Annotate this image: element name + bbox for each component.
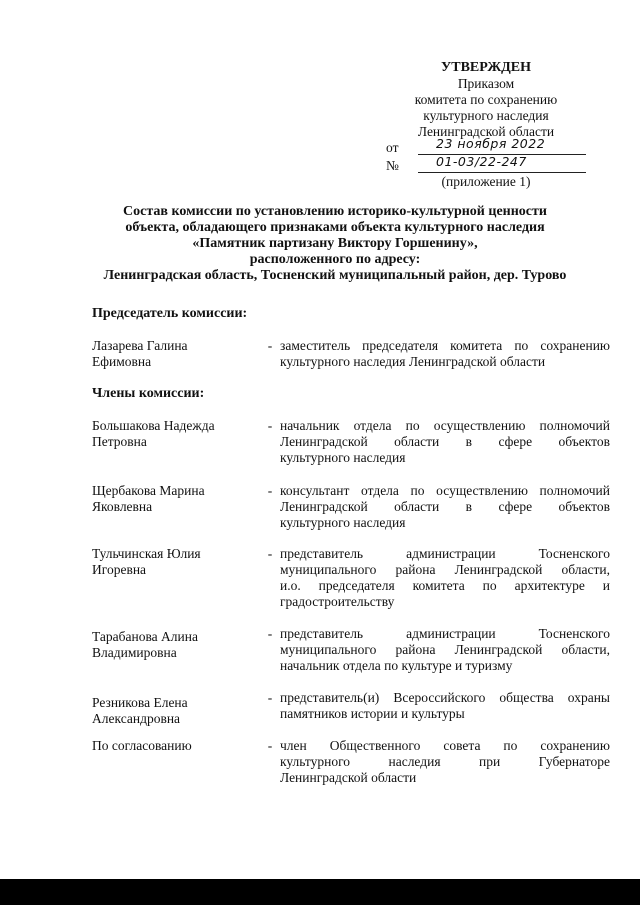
role-line: муниципального района Ленинградской области, — [280, 642, 610, 657]
order-number-line — [386, 154, 586, 174]
name-line: Большакова Надежда — [92, 418, 215, 433]
member-role — [280, 690, 610, 722]
separator-dash: - — [267, 483, 273, 498]
role-line: и.о. председателя комитета по архитектуре и — [280, 578, 610, 593]
role-line: представитель администрации Тосненского — [280, 546, 610, 561]
role-line: консультант отдела по осуществлению полномочий — [280, 483, 610, 498]
order-number-label: № — [386, 158, 399, 173]
role-line: культурного наследия — [280, 515, 406, 530]
approval-line: комитета по сохранению — [414, 92, 558, 107]
approval-line: Приказом — [457, 76, 515, 91]
heading-line: объекта, обладающего признаками объекта культурного наследия — [125, 220, 545, 235]
heading-line: «Памятник партизану Виктору Горшенину», — [192, 236, 478, 251]
chairman-section-title: Председатель комиссии: — [92, 306, 248, 321]
member-name — [92, 418, 262, 450]
approval-block — [386, 60, 586, 189]
member-role — [280, 338, 610, 370]
separator-dash: - — [267, 626, 273, 641]
member-role — [280, 738, 610, 786]
approval-title: УТВЕРЖДЕН — [440, 60, 532, 75]
name-line: Ефимовна — [92, 354, 152, 369]
order-date-field — [418, 136, 586, 155]
member-name — [92, 738, 262, 754]
member-role — [280, 483, 610, 531]
appendix-note: (приложение 1) — [441, 174, 531, 189]
member-name — [92, 629, 262, 661]
role-line: представитель(и) Всероссийского общества охраны — [280, 690, 610, 705]
role-line: начальник отдела по культуре и туризму — [280, 658, 513, 673]
document-heading — [80, 204, 590, 284]
role-line: представитель администрации Тосненского — [280, 626, 610, 641]
separator-dash: - — [267, 418, 273, 433]
member-role — [280, 418, 610, 466]
role-line: член Общественного совета по сохранению — [280, 738, 610, 753]
name-line: Игоревна — [92, 562, 147, 577]
name-line: Лазарева Галина — [92, 338, 188, 353]
role-line: культурного наследия — [280, 450, 406, 465]
role-line: муниципального района Ленинградской области, — [280, 562, 610, 577]
member-name — [92, 483, 262, 515]
heading-line: Ленинградская область, Тосненский муниципальный район, дер. Турово — [103, 268, 567, 283]
role-line: заместитель председателя комитета по сохранению — [280, 338, 610, 353]
order-number-handwritten: 01-03/22-247 — [436, 154, 527, 169]
member-role — [280, 626, 610, 674]
separator-dash: - — [267, 738, 273, 753]
name-line: Яковлевна — [92, 499, 153, 514]
member-name — [92, 338, 262, 370]
approval-line: культурного наследия — [423, 108, 549, 123]
name-line: Владимировна — [92, 645, 177, 660]
heading-line: Состав комиссии по установлению историко-культурной ценности — [123, 204, 547, 219]
name-line: Тульчинская Юлия — [92, 546, 201, 561]
role-line: памятников истории и культуры — [280, 706, 465, 721]
role-line: Ленинградской области в сфере объектов — [280, 434, 610, 449]
member-name — [92, 546, 262, 578]
members-section-title: Члены комиссии: — [92, 386, 205, 401]
order-date-label: от — [386, 140, 399, 155]
scan-border-bar — [0, 879, 640, 905]
name-line: Петровна — [92, 434, 147, 449]
separator-dash: - — [267, 546, 273, 561]
role-line: Ленинградской области — [280, 770, 417, 785]
heading-line: расположенного по адресу: — [249, 252, 421, 267]
role-line: градостроительству — [280, 594, 395, 609]
approval-line: Ленинградской области — [417, 124, 555, 139]
order-date-handwritten: 23 ноября 2022 — [436, 136, 546, 151]
order-number-field — [418, 154, 586, 173]
role-line: культурного наследия Ленинградской области — [280, 354, 546, 369]
name-line: Щербакова Марина — [92, 483, 205, 498]
name-line: Александровна — [92, 711, 181, 726]
role-line: начальник отдела по осуществлению полномочий — [280, 418, 610, 433]
separator-dash: - — [267, 690, 273, 705]
role-line: культурного наследия при Губернаторе — [280, 754, 610, 769]
role-line: Ленинградской области в сфере объектов — [280, 499, 610, 514]
separator-dash: - — [267, 338, 273, 353]
name-line: По согласованию — [92, 738, 192, 753]
member-role — [280, 546, 610, 610]
name-line: Резникова Елена — [92, 695, 188, 710]
member-name — [92, 695, 262, 727]
name-line: Тарабанова Алина — [92, 629, 198, 644]
